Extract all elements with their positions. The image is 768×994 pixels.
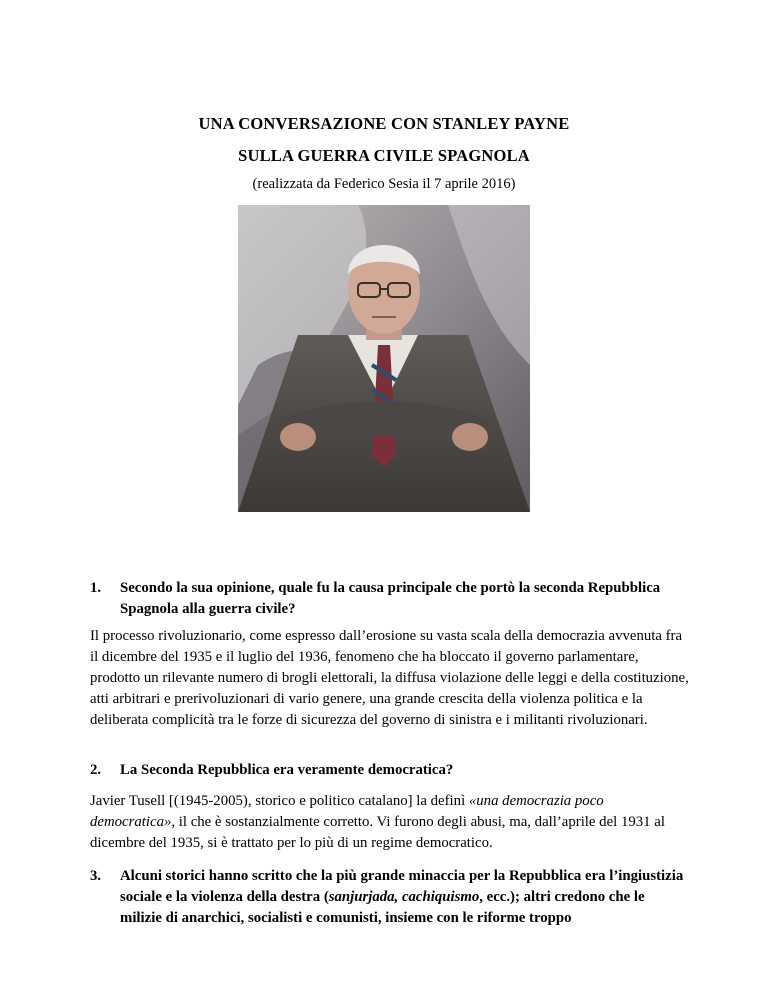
answer-1: Il processo rivoluzionario, come espresso dall’erosione su vasta scala della democrazia avvenuta fra il dicembre del 1935 e il luglio del 1936, fenomeno che ha bloccato il governo parlamentare, prodotto un rilevante numero di brogli elettorali, la diffusa violazione delle leggi e della costituzione, atti arbitrari e prerivoluzionari di vario genere, una grande crescita della violenza politica e la deliberata complicità tra le forze di sicurezza del governo di sinistra e i militanti rivoluzionari. <box>90 628 689 728</box>
question-3-text <box>90 866 690 929</box>
answer-2-part-2: , il che è sostanzialmente corretto. Vi furono degli abusi, ma, dall’aprile del 1931 al dicembre del 1935, si è trattato per lo più di un regime democratico. <box>90 814 665 851</box>
question-2-text: La Seconda Repubblica era veramente democratica? <box>120 762 454 778</box>
question-3 <box>90 866 690 929</box>
answer-2-part-1: Javier Tusell [(1945-2005), storico e politico catalano] la definì <box>90 793 469 809</box>
question-3-italic-terms: sanjurjada, cachiquismo <box>328 889 480 905</box>
question-1 <box>90 578 690 620</box>
question-3-number: 3. <box>90 868 102 884</box>
answer-2-quote: «una democrazia poco democratica» <box>90 793 604 830</box>
title-line-2: SULLA GUERRA CIVILE SPAGNOLA <box>238 146 530 165</box>
title-line-1: UNA CONVERSAZIONE CON STANLEY PAYNE <box>198 114 570 133</box>
portrait-photo <box>238 205 530 512</box>
answer-2 <box>90 791 690 854</box>
question-2-number: 2. <box>90 762 102 778</box>
question-3-part-2: , ecc.); altri credono che le milizie di anarchici, socialisti e comunisti, insieme con le riforme troppo <box>120 889 645 926</box>
question-2 <box>90 760 690 781</box>
question-3-part-1: Alcuni storici hanno scritto che la più grande minaccia per la Repubblica era l’ingiustizia sociale e la violenza della destra ( <box>120 868 684 905</box>
question-1-number: 1. <box>90 580 102 596</box>
question-1-text: Secondo la sua opinione, quale fu la causa principale che portò la seconda Repubblica Spagnola alla guerra civile? <box>120 580 661 617</box>
interview-subtitle: (realizzata da Federico Sesia il 7 aprile 2016) <box>252 176 516 192</box>
